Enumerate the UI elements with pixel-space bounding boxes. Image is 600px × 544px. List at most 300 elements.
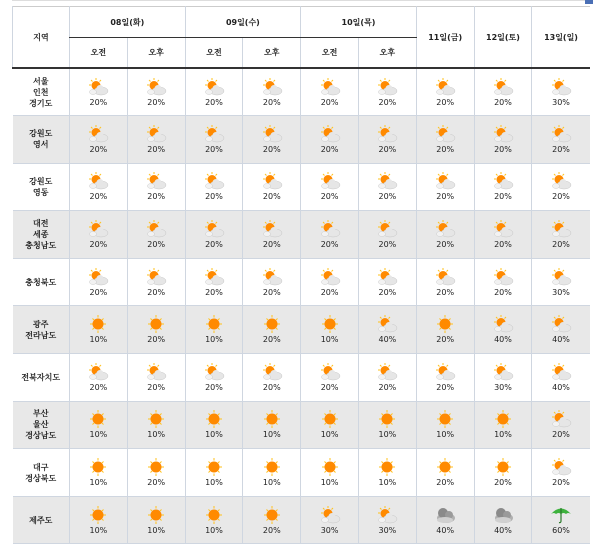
partly-cloudy-icon (318, 268, 342, 286)
partly-cloudy-icon (202, 220, 226, 238)
forecast-cell (532, 449, 590, 497)
forecast-cell (185, 163, 243, 211)
sunny-icon (491, 410, 515, 428)
sunny-icon (86, 458, 110, 476)
precip-probability: 10% (89, 525, 108, 535)
forecast-cell (127, 116, 185, 164)
forecast-cell (185, 496, 243, 544)
forecast-cell (416, 401, 474, 449)
precip-probability: 20% (320, 240, 339, 250)
am-header: 오전 (70, 38, 128, 69)
forecast-cell (185, 68, 243, 116)
am-header: 오전 (301, 38, 359, 69)
partly-cloudy-icon (491, 315, 515, 333)
pm-header: 오후 (127, 38, 185, 69)
forecast-cell (416, 496, 474, 544)
sunny-icon (260, 458, 284, 476)
forecast-cell (70, 449, 128, 497)
precip-probability: 10% (320, 430, 339, 440)
forecast-cell (243, 116, 301, 164)
partly-cloudy-icon (549, 410, 573, 428)
forecast-cell (185, 306, 243, 354)
precip-probability: 40% (378, 335, 397, 345)
forecast-cell (70, 354, 128, 402)
partly-cloudy-icon (318, 506, 342, 524)
partly-cloudy-icon (375, 315, 399, 333)
partly-cloudy-icon (86, 125, 110, 143)
forecast-cell (416, 449, 474, 497)
partly-cloudy-icon (86, 363, 110, 381)
forecast-cell (70, 258, 128, 306)
weekly-forecast-table (12, 6, 590, 544)
forecast-cell (416, 306, 474, 354)
precip-probability: 20% (494, 192, 512, 202)
forecast-cell (358, 163, 416, 211)
sunny-icon (260, 506, 284, 524)
precip-probability: 40% (552, 335, 570, 345)
precip-probability: 20% (436, 97, 455, 107)
partly-cloudy-icon (144, 268, 168, 286)
precip-probability: 20% (552, 144, 570, 154)
partly-cloudy-icon (491, 220, 515, 238)
partly-cloudy-icon (260, 125, 284, 143)
sunny-icon (144, 410, 168, 428)
precip-probability: 20% (147, 287, 166, 297)
region-header: 지역 (13, 7, 70, 69)
precip-probability: 10% (147, 430, 166, 440)
sunny-icon (144, 506, 168, 524)
partly-cloudy-icon (549, 315, 573, 333)
precip-probability: 20% (552, 478, 570, 488)
precip-probability: 10% (436, 430, 455, 440)
forecast-cell (243, 401, 301, 449)
precip-probability: 20% (205, 287, 223, 297)
forecast-cell (532, 306, 590, 354)
sunny-icon (202, 506, 226, 524)
precip-probability: 30% (320, 525, 339, 535)
forecast-cell (474, 163, 532, 211)
day-header: 13일(일) (532, 7, 590, 69)
forecast-cell (358, 258, 416, 306)
sunny-icon (375, 410, 399, 428)
partly-cloudy-icon (375, 78, 399, 96)
partly-cloudy-icon (491, 172, 515, 190)
sunny-icon (433, 458, 457, 476)
forecast-cell (70, 68, 128, 116)
sunny-icon (318, 410, 342, 428)
forecast-cell (532, 496, 590, 544)
precip-probability: 20% (89, 287, 108, 297)
partly-cloudy-icon (144, 363, 168, 381)
partly-cloudy-icon (433, 78, 457, 96)
precip-probability: 20% (378, 97, 397, 107)
forecast-cell (358, 68, 416, 116)
forecast-cell (70, 496, 128, 544)
forecast-cell (243, 354, 301, 402)
precip-probability: 20% (320, 382, 339, 392)
precip-probability: 30% (494, 382, 512, 392)
precip-probability: 20% (320, 97, 339, 107)
table-row (13, 211, 590, 259)
partly-cloudy-icon (491, 78, 515, 96)
region-name: 제주도 (29, 515, 53, 525)
precip-probability: 20% (378, 240, 397, 250)
forecast-cell (243, 306, 301, 354)
precip-probability: 10% (320, 478, 339, 488)
partly-cloudy-icon (549, 172, 573, 190)
forecast-cell (416, 163, 474, 211)
precip-probability: 10% (262, 478, 281, 488)
precip-probability: 20% (262, 382, 281, 392)
precip-probability: 40% (494, 525, 512, 535)
forecast-cell (301, 163, 359, 211)
region-name: 광주 전라남도 (25, 319, 57, 340)
day-header: 12일(토) (474, 7, 532, 69)
table-row (13, 306, 590, 354)
forecast-cell (532, 116, 590, 164)
precip-probability: 10% (320, 335, 339, 345)
partly-cloudy-icon (549, 125, 573, 143)
precip-probability: 20% (378, 382, 397, 392)
partly-cloudy-icon (491, 125, 515, 143)
partly-cloudy-icon (318, 172, 342, 190)
precip-probability: 20% (262, 144, 281, 154)
precip-probability: 20% (89, 192, 108, 202)
sunny-icon (318, 315, 342, 333)
sunny-icon (202, 458, 226, 476)
precip-probability: 20% (494, 240, 512, 250)
table-row (13, 116, 590, 164)
forecast-cell (358, 354, 416, 402)
precip-probability: 10% (205, 478, 223, 488)
table-row (13, 163, 590, 211)
forecast-cell (301, 258, 359, 306)
forecast-cell (532, 401, 590, 449)
precip-probability: 20% (436, 192, 455, 202)
table-row (13, 449, 590, 497)
precip-probability: 20% (205, 240, 223, 250)
partly-cloudy-icon (433, 125, 457, 143)
table-row (13, 496, 590, 544)
partly-cloudy-icon (549, 220, 573, 238)
forecast-cell (416, 211, 474, 259)
precip-probability: 10% (89, 430, 108, 440)
rain-umbrella-icon (549, 506, 573, 524)
forecast-cell (416, 116, 474, 164)
precip-probability: 20% (436, 335, 455, 345)
region-name: 전북자치도 (21, 372, 61, 382)
sunny-icon (260, 410, 284, 428)
partly-cloudy-icon (260, 268, 284, 286)
precip-probability: 20% (89, 382, 108, 392)
precip-probability: 20% (147, 240, 166, 250)
am-header: 오전 (185, 38, 243, 69)
precip-probability: 20% (89, 240, 108, 250)
partly-cloudy-icon (549, 458, 573, 476)
forecast-cell (301, 306, 359, 354)
forecast-cell (474, 116, 532, 164)
precip-probability: 10% (89, 335, 108, 345)
precip-probability: 20% (378, 192, 397, 202)
precip-probability: 20% (147, 335, 166, 345)
forecast-cell (358, 449, 416, 497)
precip-probability: 20% (147, 478, 166, 488)
precip-probability: 20% (89, 97, 108, 107)
forecast-cell (532, 258, 590, 306)
forecast-cell (416, 258, 474, 306)
day-header: 08일(화) (70, 7, 186, 38)
partly-cloudy-icon (86, 268, 110, 286)
partly-cloudy-icon (318, 125, 342, 143)
forecast-cell (301, 401, 359, 449)
forecast-cell (70, 306, 128, 354)
partly-cloudy-icon (375, 363, 399, 381)
sunny-icon (144, 315, 168, 333)
pm-header: 오후 (358, 38, 416, 69)
forecast-cell (474, 258, 532, 306)
precip-probability: 20% (262, 335, 281, 345)
precip-probability: 20% (205, 97, 223, 107)
precip-probability: 10% (89, 478, 108, 488)
forecast-cell (474, 496, 532, 544)
partly-cloudy-icon (86, 220, 110, 238)
precip-probability: 20% (205, 192, 223, 202)
forecast-cell (358, 401, 416, 449)
forecast-cell (70, 401, 128, 449)
region-name: 부산 울산 경상남도 (25, 409, 57, 441)
forecast-cell (301, 449, 359, 497)
forecast-cell (358, 211, 416, 259)
forecast-cell (127, 401, 185, 449)
sunny-icon (202, 315, 226, 333)
partly-cloudy-icon (86, 78, 110, 96)
partly-cloudy-icon (491, 363, 515, 381)
precip-probability: 60% (552, 525, 570, 535)
partly-cloudy-icon (549, 78, 573, 96)
forecast-cell (243, 211, 301, 259)
forecast-cell (301, 68, 359, 116)
partly-cloudy-icon (86, 172, 110, 190)
precip-probability: 20% (147, 144, 166, 154)
partly-cloudy-icon (549, 268, 573, 286)
precip-probability: 10% (205, 335, 223, 345)
sunny-icon (260, 315, 284, 333)
region-name: 대전 세종 충청남도 (25, 219, 57, 251)
forecast-cell (70, 163, 128, 211)
precip-probability: 40% (552, 382, 570, 392)
region-name: 강원도 영서 (29, 129, 53, 150)
table-row (13, 401, 590, 449)
forecast-cell (474, 211, 532, 259)
forecast-cell (127, 68, 185, 116)
partly-cloudy-icon (375, 172, 399, 190)
forecast-cell (358, 496, 416, 544)
precip-probability: 10% (205, 430, 223, 440)
forecast-cell (185, 354, 243, 402)
partly-cloudy-icon (375, 506, 399, 524)
partly-cloudy-icon (549, 363, 573, 381)
top-divider (12, 0, 588, 1)
forecast-cell (185, 258, 243, 306)
precip-probability: 40% (494, 335, 512, 345)
precip-probability: 30% (552, 97, 570, 107)
forecast-cell (532, 163, 590, 211)
sunny-icon (433, 315, 457, 333)
precip-probability: 10% (378, 478, 397, 488)
forecast-cell (185, 449, 243, 497)
precip-probability: 20% (205, 382, 223, 392)
precip-probability: 20% (494, 144, 512, 154)
forecast-cell (70, 211, 128, 259)
precip-probability: 20% (436, 144, 455, 154)
precip-probability: 20% (147, 97, 166, 107)
sunny-icon (86, 506, 110, 524)
forecast-cell (358, 116, 416, 164)
partly-cloudy-icon (260, 363, 284, 381)
precip-probability: 10% (378, 430, 397, 440)
precip-probability: 20% (89, 144, 108, 154)
table-row (13, 68, 590, 116)
forecast-cell (474, 354, 532, 402)
corner-tab (585, 0, 593, 4)
forecast-cell (185, 211, 243, 259)
partly-cloudy-icon (202, 78, 226, 96)
forecast-cell (127, 258, 185, 306)
forecast-cell (474, 449, 532, 497)
precip-probability: 10% (262, 430, 281, 440)
region-name: 충청북도 (25, 277, 57, 287)
sunny-icon (491, 458, 515, 476)
partly-cloudy-icon (260, 78, 284, 96)
partly-cloudy-icon (318, 220, 342, 238)
sunny-icon (144, 458, 168, 476)
day-header: 11일(금) (416, 7, 474, 69)
forecast-cell (416, 68, 474, 116)
table-row (13, 354, 590, 402)
forecast-cell (127, 211, 185, 259)
forecast-cell (301, 211, 359, 259)
forecast-cell (243, 68, 301, 116)
precip-probability: 20% (320, 192, 339, 202)
forecast-cell (532, 68, 590, 116)
partly-cloudy-icon (202, 125, 226, 143)
cloudy-icon (491, 506, 515, 524)
forecast-cell (185, 116, 243, 164)
forecast-cell (416, 354, 474, 402)
forecast-cell (358, 306, 416, 354)
precip-probability: 20% (552, 240, 570, 250)
partly-cloudy-icon (260, 172, 284, 190)
forecast-cell (474, 68, 532, 116)
precip-probability: 20% (262, 192, 281, 202)
partly-cloudy-icon (202, 172, 226, 190)
precip-probability: 20% (494, 478, 512, 488)
partly-cloudy-icon (202, 363, 226, 381)
precip-probability: 20% (552, 430, 570, 440)
precip-probability: 20% (494, 97, 512, 107)
precip-probability: 20% (262, 525, 281, 535)
partly-cloudy-icon (318, 363, 342, 381)
precip-probability: 30% (378, 525, 397, 535)
partly-cloudy-icon (375, 125, 399, 143)
forecast-cell (474, 306, 532, 354)
forecast-cell (301, 496, 359, 544)
precip-probability: 20% (262, 240, 281, 250)
cloudy-icon (433, 506, 457, 524)
partly-cloudy-icon (144, 78, 168, 96)
forecast-cell (127, 306, 185, 354)
precip-probability: 20% (205, 144, 223, 154)
partly-cloudy-icon (375, 268, 399, 286)
precip-probability: 20% (436, 382, 455, 392)
partly-cloudy-icon (433, 363, 457, 381)
precip-probability: 20% (320, 144, 339, 154)
precip-probability: 20% (436, 240, 455, 250)
partly-cloudy-icon (144, 172, 168, 190)
partly-cloudy-icon (144, 220, 168, 238)
precip-probability: 10% (147, 525, 166, 535)
precip-probability: 20% (262, 287, 281, 297)
forecast-cell (474, 401, 532, 449)
day-header: 09일(수) (185, 7, 301, 38)
region-name: 대구 경상북도 (25, 462, 57, 483)
precip-probability: 10% (494, 430, 512, 440)
forecast-cell (127, 449, 185, 497)
forecast-cell (532, 354, 590, 402)
forecast-cell (127, 354, 185, 402)
forecast-cell (301, 116, 359, 164)
partly-cloudy-icon (260, 220, 284, 238)
partly-cloudy-icon (433, 220, 457, 238)
precip-probability: 40% (436, 525, 455, 535)
sunny-icon (86, 410, 110, 428)
day-header: 10일(목) (301, 7, 417, 38)
forecast-cell (243, 258, 301, 306)
table-row (13, 258, 590, 306)
precip-probability: 20% (378, 144, 397, 154)
region-name: 강원도 영동 (29, 176, 53, 197)
sunny-icon (86, 315, 110, 333)
sunny-icon (375, 458, 399, 476)
forecast-cell (243, 496, 301, 544)
partly-cloudy-icon (144, 125, 168, 143)
region-name: 서울 인천 경기도 (29, 76, 53, 108)
precip-probability: 10% (205, 525, 223, 535)
partly-cloudy-icon (375, 220, 399, 238)
precip-probability: 20% (436, 287, 455, 297)
precip-probability: 20% (320, 287, 339, 297)
precip-probability: 20% (494, 287, 512, 297)
partly-cloudy-icon (433, 172, 457, 190)
forecast-cell (301, 354, 359, 402)
precip-probability: 20% (552, 192, 570, 202)
sunny-icon (318, 458, 342, 476)
pm-header: 오후 (243, 38, 301, 69)
precip-probability: 30% (552, 287, 570, 297)
forecast-cell (243, 163, 301, 211)
sunny-icon (202, 410, 226, 428)
precip-probability: 20% (436, 478, 455, 488)
forecast-cell (70, 116, 128, 164)
forecast-cell (532, 211, 590, 259)
forecast-cell (243, 449, 301, 497)
forecast-cell (127, 496, 185, 544)
partly-cloudy-icon (491, 268, 515, 286)
partly-cloudy-icon (318, 78, 342, 96)
partly-cloudy-icon (202, 268, 226, 286)
precip-probability: 20% (378, 287, 397, 297)
forecast-cell (127, 163, 185, 211)
